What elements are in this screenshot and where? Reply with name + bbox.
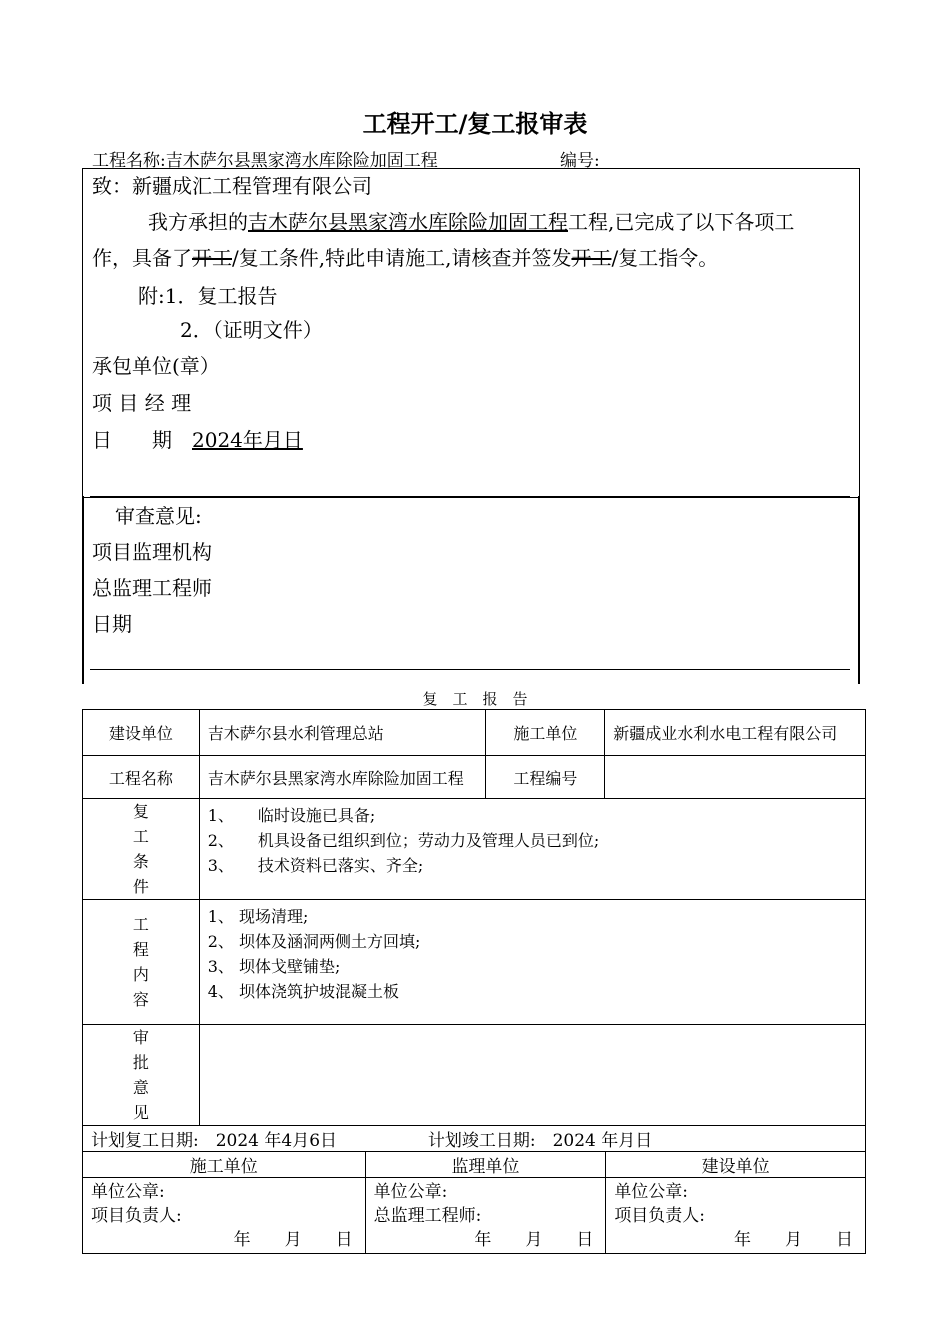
construct-unit-value: 新疆成业水利水电工程有限公司 [605, 710, 866, 756]
date-value: 2024年月日 [192, 428, 303, 452]
build-unit-value: 吉木萨尔县水利管理总站 [199, 710, 486, 756]
list-item: 1、 现场清理; [207, 907, 309, 926]
list-item: 3、 坝体戈壁铺垫; [207, 957, 341, 976]
sig-cell-supervise [365, 1178, 606, 1254]
plan-dates [83, 1126, 866, 1152]
table-row [83, 1126, 866, 1152]
build-unit-label: 建设单位 [83, 710, 200, 756]
list-item: 3、 技术资料已落实、齐全; [207, 856, 424, 875]
attachment-1: 附:1．复工报告 [138, 284, 278, 308]
application-date [92, 424, 303, 453]
person-label: 项目负责人: [614, 1205, 706, 1226]
review-bottom-line [90, 669, 850, 670]
supervision-org: 项目监理机构 [92, 540, 212, 564]
project-no-label: 工程编号 [486, 756, 605, 799]
project-name: 吉木萨尔县黑家湾水库除险加固工程 [165, 151, 438, 171]
number-label: 编号: [560, 151, 600, 171]
table-row [83, 799, 866, 900]
sig-cell-construct [83, 1178, 366, 1254]
approval-content [199, 1025, 865, 1126]
report-table [82, 709, 866, 1152]
sign-date: 年 月 日 [233, 1229, 353, 1250]
table-row [83, 1025, 866, 1126]
content-label: 工 程 内 容 [83, 900, 200, 1025]
sig-header-construct: 施工单位 [83, 1152, 366, 1178]
sig-header-supervise: 监理单位 [365, 1152, 606, 1178]
date-label: 日 期 [92, 428, 172, 452]
seal-label: 单位公章: [614, 1181, 689, 1202]
sign-date: 年 月 日 [474, 1229, 594, 1250]
content-list [199, 900, 865, 1025]
attachment-2: 2．（证明文件） [180, 318, 323, 342]
list-item: 2、 机具设备已组织到位；劳动力及管理人员已到位; [207, 831, 600, 850]
construct-unit-label: 施工单位 [486, 710, 605, 756]
sig-header-build: 建设单位 [606, 1152, 866, 1178]
table-row [83, 756, 866, 799]
project-name-label: 工程名称 [83, 756, 200, 799]
project-name-value: 吉木萨尔县黑家湾水库除险加固工程 [199, 756, 486, 799]
struck-text: 开工 [571, 246, 612, 270]
plan-finish-date: 计划竣工日期: 2024 年月日 [427, 1131, 653, 1151]
project-label: 工程名称: [92, 151, 166, 171]
section-divider [90, 496, 850, 498]
chief-engineer: 总监理工程师 [92, 576, 212, 600]
application-paragraph-2: 作，具备了开工/复工条件,特此申请施工,请核查并签发开工/复工指令。 [92, 246, 719, 270]
plan-resume-date: 计划复工日期: 2024 年4月6日 [91, 1131, 338, 1151]
review-opinion: 审查意见: [115, 504, 202, 528]
review-left-border [82, 496, 84, 684]
application-paragraph-1: 我方承担的吉木萨尔县黑家湾水库除险加固工程工程,已完成了以下各项工 [148, 210, 795, 234]
conditions-label: 复 工 条 件 [83, 799, 200, 900]
project-no-value [605, 756, 866, 799]
project-name-underlined: 吉木萨尔县黑家湾水库除险加固工程 [248, 210, 568, 234]
addressee: 致：新疆成汇工程管理有限公司 [92, 174, 372, 198]
review-right-border [858, 496, 860, 684]
struck-text: 开工 [192, 246, 232, 270]
person-label: 项目负责人: [91, 1205, 182, 1226]
seal-label: 单位公章: [91, 1181, 165, 1202]
contractor-seal: 承包单位(章） [92, 354, 220, 378]
list-item: 2、 坝体及涵洞两侧土方回填; [207, 932, 421, 951]
table-row [83, 1178, 866, 1254]
sig-cell-build [606, 1178, 866, 1254]
table-row [83, 1152, 866, 1178]
sign-date: 年 月 日 [734, 1229, 853, 1250]
signature-table [82, 1151, 866, 1254]
conditions-list [199, 799, 865, 900]
list-item: 4、 坝体浇筑护坡混凝土板 [207, 982, 400, 1001]
project-manager: 项 目 经 理 [92, 391, 192, 415]
report-title: 复 工 报 告 [422, 690, 528, 708]
approval-label: 审 批 意 见 [83, 1025, 200, 1126]
seal-label: 单位公章: [373, 1181, 448, 1202]
page-title: 工程开工/复工报审表 [362, 110, 588, 138]
table-row [83, 900, 866, 1025]
review-date: 日期 [92, 612, 132, 636]
person-label: 总监理工程师: [373, 1205, 482, 1226]
table-row [83, 710, 866, 756]
list-item: 1、 临时设施已具备; [207, 806, 376, 825]
